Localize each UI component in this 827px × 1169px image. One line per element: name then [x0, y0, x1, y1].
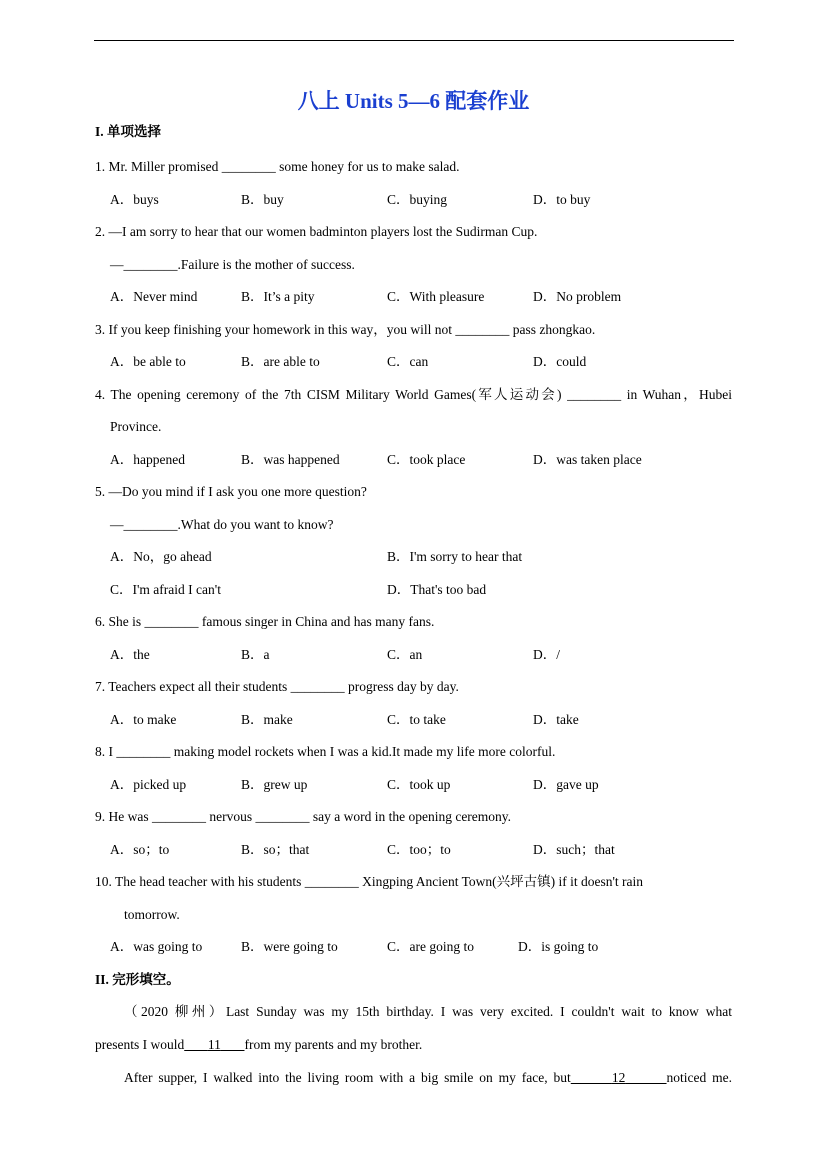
cloze-paragraph-2-line-1 [124, 1068, 732, 1088]
q7-option-a: A．to make [110, 712, 177, 727]
q5-option-b: B．I'm sorry to hear that [387, 549, 523, 564]
cloze-text: presents I would [95, 1037, 185, 1052]
q5-option-d: D．That's too bad [387, 582, 487, 597]
q9-option-d: D．such；that [533, 842, 615, 857]
question-1-stem: 1. Mr. Miller promised ________ some honey for us to make salad. [95, 159, 460, 174]
q2-option-b: B．It’s a pity [241, 289, 315, 304]
q6-option-d: D．/ [533, 647, 560, 662]
question-10-stem: 10. The head teacher with his students ________ Xingping Ancient Town(兴坪古镇) if it doesn't rain [95, 874, 644, 889]
question-6-stem: 6. She is ________ famous singer in China and has many fans. [95, 614, 435, 629]
section-heading-1: I. 单项选择 [95, 124, 162, 139]
q3-option-c: C．can [387, 354, 429, 369]
question-10-stem-line2: tomorrow. [124, 907, 180, 922]
q8-option-c: C．took up [387, 777, 451, 792]
q4-option-a: A．happened [110, 452, 185, 467]
q1-option-d: D．to buy [533, 192, 591, 207]
question-8-stem: 8. I ________ making model rockets when I was a kid.It made my life more colorful. [95, 744, 556, 759]
q6-option-c: C．an [387, 647, 423, 662]
q7-option-d: D．take [533, 712, 579, 727]
question-4-stem: 4. The opening ceremony of the 7th CISM Military World Games(军人运动会) ________ in Wuhan，Hubei [95, 387, 732, 402]
q1-option-b: B．buy [241, 192, 284, 207]
header-rule [94, 40, 734, 41]
cloze-paragraph-1-line-2 [95, 1035, 422, 1055]
q5-option-c: C．I'm afraid I can't [110, 582, 221, 597]
q2-option-d: D．No problem [533, 289, 622, 304]
q9-option-a: A．so；to [110, 842, 170, 857]
question-2-stem-line2: —________.Failure is the mother of success. [110, 257, 355, 272]
cloze-blank-11 [184, 1037, 244, 1052]
q9-option-b: B．so；that [241, 842, 310, 857]
q1-option-a: A．buys [110, 192, 159, 207]
q4-option-c: C．took place [387, 452, 466, 467]
q1-option-c: C．buying [387, 192, 448, 207]
q10-option-a: A．was going to [110, 939, 203, 954]
question-5-stem-line2: —________.What do you want to know? [110, 517, 334, 532]
cloze-paragraph-1-line-1: （2020 柳州）Last Sunday was my 15th birthday. I was very excited. I couldn't wait to know what [124, 1004, 732, 1019]
q4-option-b: B．was happened [241, 452, 340, 467]
cloze-blank-number: 11 [207, 1037, 221, 1052]
q3-option-b: B．are able to [241, 354, 320, 369]
q3-option-d: D．could [533, 354, 587, 369]
q7-option-c: C．to take [387, 712, 446, 727]
question-2-stem: 2. —I am sorry to hear that our women badminton players lost the Sudirman Cup. [95, 224, 538, 239]
question-5-stem: 5. —Do you mind if I ask you one more question? [95, 484, 367, 499]
question-7-stem: 7. Teachers expect all their students ________ progress day by day. [95, 679, 459, 694]
page-title: 八上 Units 5—6 配套作业 [297, 89, 530, 113]
q6-option-a: A．the [110, 647, 150, 662]
q10-option-b: B．were going to [241, 939, 338, 954]
q2-option-a: A．Never mind [110, 289, 198, 304]
q8-option-d: D．gave up [533, 777, 599, 792]
cloze-text: After supper, I walked into the living room with a big smile on my face, but [124, 1070, 571, 1085]
q8-option-a: A．picked up [110, 777, 187, 792]
q10-option-d: D．is going to [518, 939, 599, 954]
cloze-blank-number: 12 [611, 1070, 626, 1085]
q2-option-c: C．With pleasure [387, 289, 485, 304]
q3-option-a: A．be able to [110, 354, 186, 369]
q6-option-b: B．a [241, 647, 270, 662]
question-3-stem: 3. If you keep finishing your homework in this way，you will not ________ pass zhongkao. [95, 322, 596, 337]
question-9-stem: 9. He was ________ nervous ________ say a word in the opening ceremony. [95, 809, 512, 824]
section-heading-2: II. 完形填空。 [95, 972, 180, 987]
q4-option-d: D．was taken place [533, 452, 642, 467]
cloze-text: from my parents and my brother. [244, 1037, 423, 1052]
q7-option-b: B．make [241, 712, 293, 727]
cloze-text: noticed me. [666, 1070, 733, 1085]
q10-option-c: C．are going to [387, 939, 474, 954]
q9-option-c: C．too；to [387, 842, 451, 857]
question-4-stem-line2: Province. [110, 419, 162, 434]
q8-option-b: B．grew up [241, 777, 308, 792]
q5-option-a: A．No，go ahead [110, 549, 212, 564]
cloze-blank-12 [571, 1070, 667, 1085]
